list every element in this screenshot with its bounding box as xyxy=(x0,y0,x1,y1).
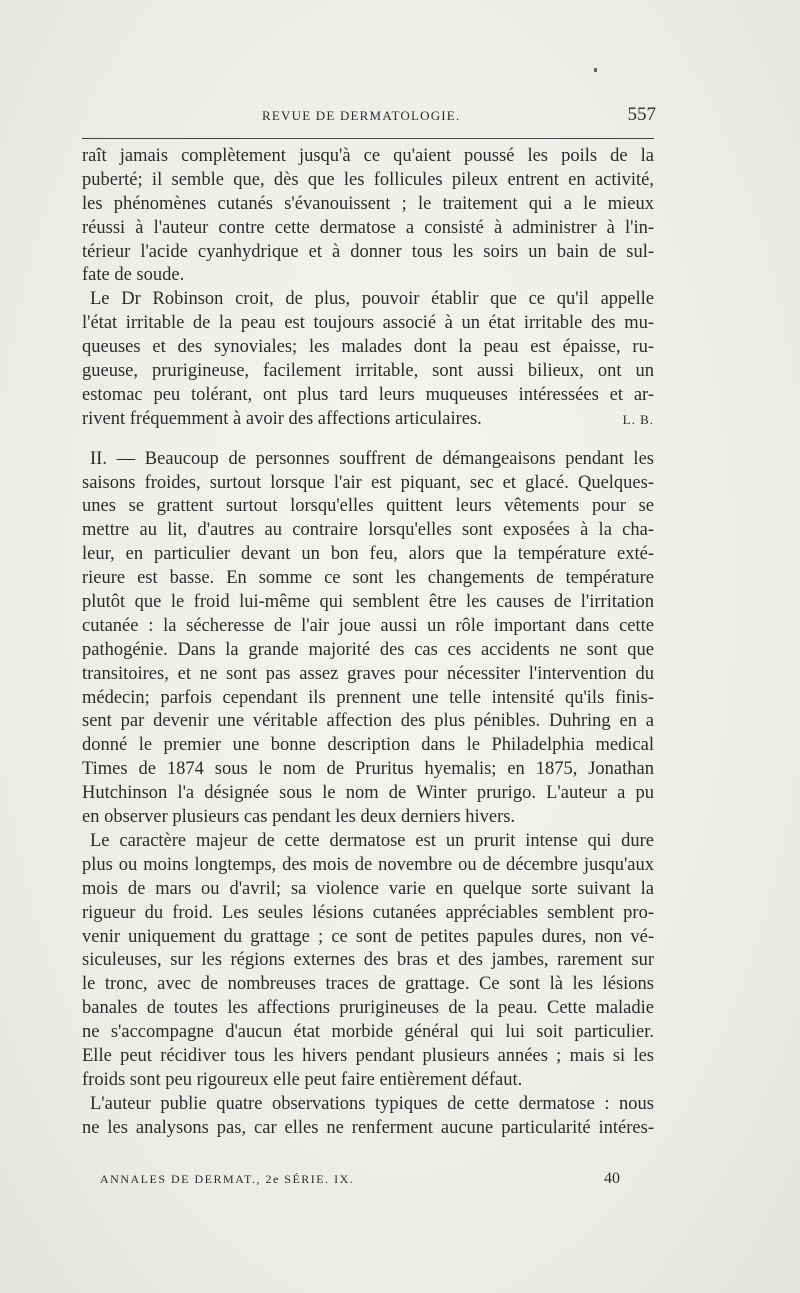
text-line: Elle peut récidiver tous les hivers pendant plusieurs années ; mais si les xyxy=(82,1045,654,1066)
text-line: raît jamais complètement jusqu'à ce qu'aient poussé les poils de la xyxy=(82,146,654,166)
text-line: puberté; il semble que, dès que les follicules pileux entrent en activité, xyxy=(82,169,654,190)
text-line: rivent fréquemment à avoir des affections articulaires. xyxy=(82,408,482,429)
text-line: Le caractère majeur de cette dermatose est un prurit intense qui dure xyxy=(90,830,654,851)
text-line: térieur l'acide cyanhydrique et à donner tous les soirs un bain de sul- xyxy=(82,241,654,262)
author-signature: L. B. xyxy=(622,411,654,427)
text-line: les phénomènes cutanés s'évanouissent ; le traitement qui a le mieux xyxy=(82,193,654,214)
ink-speck xyxy=(594,68,597,72)
text-line: saisons froides, surtout lorsque l'air est piquant, sec et glacé. Quelques- xyxy=(82,472,654,493)
text-line: ne s'accompagne d'aucun état morbide général qui lui soit particulier. xyxy=(82,1022,654,1043)
page-number: 557 xyxy=(627,104,656,125)
text-line: médecin; parfois cependant ils prennent une telle intensité qu'ils finis- xyxy=(82,687,654,708)
text-line: mettre au lit, d'autres au contraire lorsqu'elles sont exposées à la cha- xyxy=(82,520,654,541)
text-line: en observer plusieurs cas pendant les deux derniers hivers. xyxy=(82,807,516,828)
text-line: L'auteur publie quatre observations typiques de cette dermatose : nous xyxy=(90,1093,654,1114)
text-line: fate de soude. xyxy=(82,265,185,286)
text-line: unes se grattent surtout lorsqu'elles quittent leurs vêtements pour se xyxy=(82,496,654,517)
text-line: plus ou moins longtemps, des mois de novembre ou de décembre jusqu'aux xyxy=(82,854,654,875)
text-line: siculeuses, sur les régions externes des bras et des jambes, rarement sur xyxy=(82,950,654,971)
text-line: ne les analysons pas, car elles ne renferment aucune particularité intéres- xyxy=(82,1117,654,1138)
text-line: cutanée : la sécheresse de l'air joue aussi un rôle important dans cette xyxy=(82,615,654,636)
text-line: mois de mars ou d'avril; sa violence varie en quelque sorte suivant la xyxy=(82,878,654,899)
text-line: sent par devenir une véritable affection des plus pénibles. Duhring en a xyxy=(82,711,654,732)
text-line: rieure est basse. En somme ce sont les changements de température xyxy=(82,568,654,589)
text-line: froids sont peu rigoureux elle peut faire entièrement défaut. xyxy=(82,1069,523,1090)
text-line: queuses et des synoviales; les malades dont la peau est épaisse, ru- xyxy=(82,337,654,358)
text-line: rigueur du froid. Les seules lésions cutanées appréciables semblent pro- xyxy=(82,902,654,923)
text-line: leur, en particulier devant un bon feu, alors que la température exté- xyxy=(82,544,654,565)
page-footer xyxy=(100,1170,620,1190)
text-line: gueuse, prurigineuse, facilement irritable, sont aussi bilieux, ont un xyxy=(82,361,654,382)
text-line: venir uniquement du grattage ; ce sont de petites papules dures, non vé- xyxy=(82,926,654,947)
text-line: l'état irritable de la peau est toujours associé à un état irritable des mu- xyxy=(82,313,654,334)
text-line: estomac peu tolérant, ont plus tard leurs muqueuses intéressées et ar- xyxy=(82,384,654,405)
text-line: pathogénie. Dans la grande majorité des cas ces accidents ne sont que xyxy=(82,639,654,660)
text-line: le tronc, avec de nombreuses traces de grattage. Ce sont là les lésions xyxy=(82,974,654,995)
text-line: Le Dr Robinson croit, de plus, pouvoir établir que ce qu'il appelle xyxy=(90,289,654,310)
text-line: plutôt que le froid lui-même qui semblent être les causes de l'irritation xyxy=(82,592,654,613)
running-title: REVUE DE DERMATOLOGIE. xyxy=(262,108,461,123)
text-line: Times de 1874 sous le nom de Pruritus hyemalis; en 1875, Jonathan xyxy=(82,759,654,780)
signature-mark: ANNALES DE DERMAT., 2e SÉRIE. IX. xyxy=(100,1172,355,1186)
text-line: II. — Beaucoup de personnes souffrent de démangeaisons pendant les xyxy=(90,448,654,469)
text-line: transitoires, et ne sont pas assez graves pour nécessiter l'intervention du xyxy=(82,663,654,684)
body-text xyxy=(82,145,654,1141)
header-rule xyxy=(82,138,654,139)
page-header xyxy=(82,104,656,132)
text-line: banales de toutes les affections prurigineuses de la peau. Cette maladie xyxy=(82,998,654,1019)
text-line-with-signature xyxy=(82,408,654,432)
text-line: donné le premier une bonne description dans le Philadelphia medical xyxy=(82,735,654,756)
text-line: réussi à l'auteur contre cette dermatose a consisté à administrer à l'in- xyxy=(82,217,654,238)
sheet-number: 40 xyxy=(604,1170,620,1187)
text-line: Hutchinson l'a désignée sous le nom de Winter prurigo. L'auteur a pu xyxy=(82,783,654,804)
